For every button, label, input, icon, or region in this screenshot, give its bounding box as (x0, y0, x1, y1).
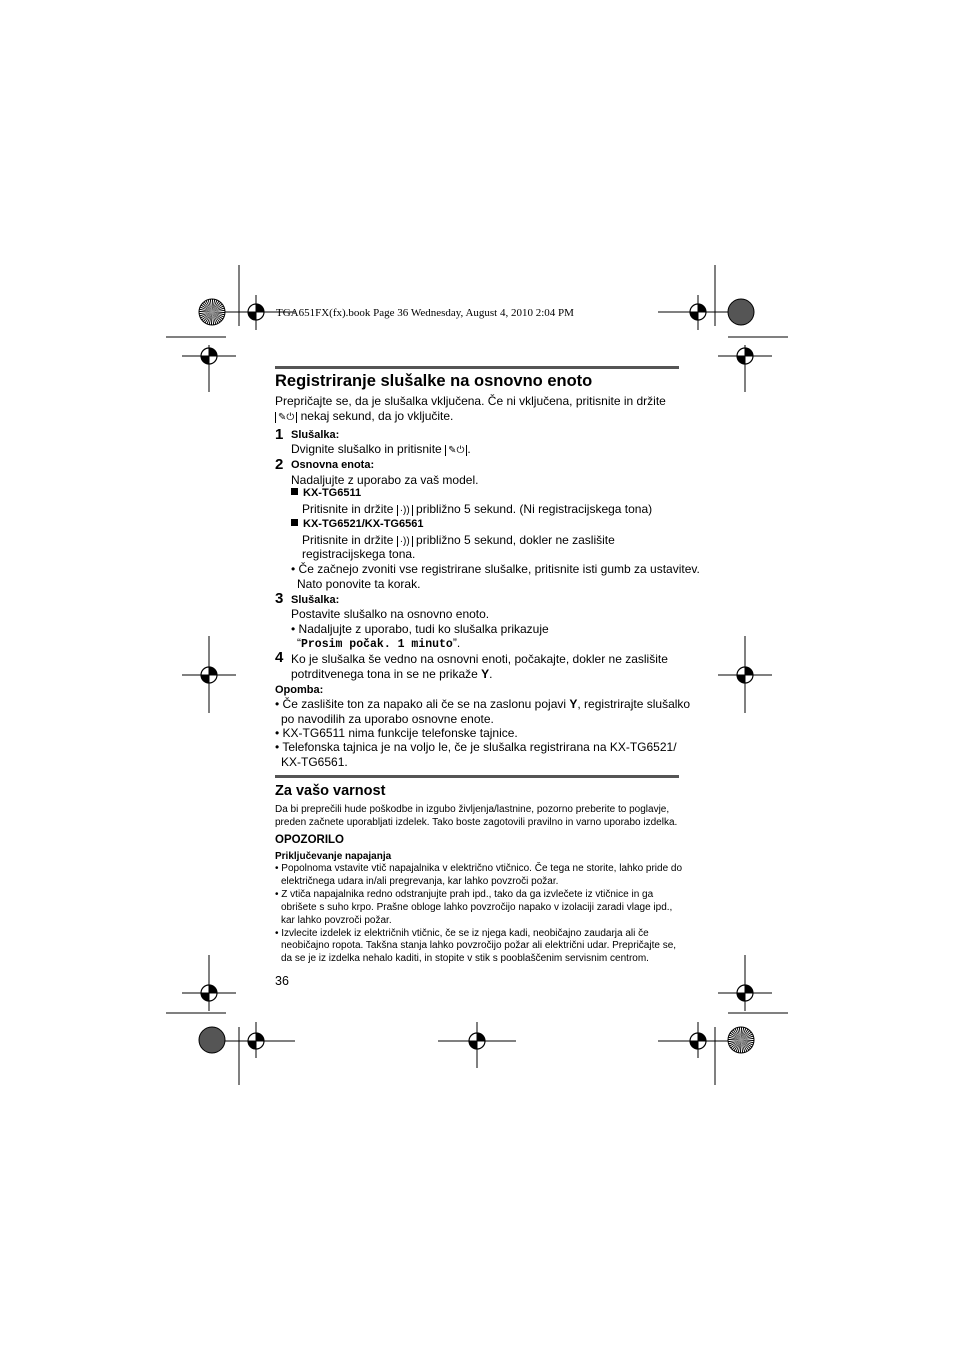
no-signal-icon: Y (569, 697, 578, 711)
safety-intro: preden začnete uporabljati izdelek. Tako boste zagotovili pravilno in varno uporabo izdelka. (275, 817, 678, 828)
note-item: • KX-TG6511 nima funkcije telefonske tajnice. (275, 726, 518, 740)
square-bullet-icon (291, 519, 298, 526)
step-number: 2 (275, 456, 284, 473)
safety-bullet-cont: električnega udara in/ali pregrevanja, kar lahko povzroči požar. (281, 876, 559, 887)
note-item-cont: po navodilih za uporabo osnovne enote. (281, 712, 494, 726)
safety-bullet-cont: obrišete s suho krpo. Prašne obloge lahko povzročijo napako v izolaciji zaradi vlage ipd., (281, 902, 673, 913)
step-text: Postavite slušalko na osnovno enoto. (291, 607, 490, 621)
power-subheading: Priključevanje napajanja (275, 851, 392, 862)
model-text-cont: registracijskega tona. (302, 547, 416, 561)
section-title-safety: Za vašo varnost (275, 783, 386, 799)
intro-line-1: Prepričajte se, da je slušalka vključena. Če ni vključena, pritisnite in držite (275, 394, 666, 408)
section-rule-1 (275, 366, 679, 369)
note-item: • Telefonska tajnica je na voljo le, če je slušalka registrirana na KX-TG6521/ (275, 740, 677, 754)
step-number: 3 (275, 590, 284, 607)
talk-power-key-icon: ✎⏻ (445, 445, 467, 456)
model-text: Pritisnite in držite ·)) približno 5 sekund, dokler ne zaslišite (302, 533, 615, 547)
step-bullet-cont: Nato ponovite ta korak. (297, 577, 421, 591)
step-number: 1 (275, 426, 284, 443)
square-bullet-icon (291, 488, 298, 495)
step-bullet: • Nadaljujte z uporabo, tudi ko slušalka prikazuje (291, 622, 549, 636)
locator-key-icon: ·)) (397, 505, 413, 516)
talk-power-key-icon: ✎⏻ (275, 412, 297, 423)
model-heading: KX-TG6511 (291, 487, 361, 499)
section-rule-2 (275, 775, 679, 778)
note-item: • Če zaslišite ton za napako ali če se na zaslonu pojavi Y, registrirajte slušalko (275, 697, 691, 711)
step-text: Dvignite slušalko in pritisnite ✎⏻ . (291, 442, 471, 456)
safety-bullet: • Z vtiča napajalnika redno odstranjujte prah ipd., tako da ga izvlečete iz vtičnice in ga (275, 889, 654, 900)
step-label: Slušalka: (291, 594, 340, 606)
safety-bullet: • Popolnoma vstavite vtič napajalnika v električno vtičnico. Če tega ne storite, lahko pride do (275, 863, 683, 874)
step-label: Slušalka: (291, 429, 340, 441)
step-number: 4 (275, 649, 284, 666)
step-text: Ko je slušalka še vedno na osnovni enoti, počakajte, dokler ne zaslišite (291, 652, 668, 666)
model-text: Pritisnite in držite ·)) približno 5 sekund. (Ni registracijskega tona) (302, 502, 653, 516)
no-signal-icon: Y (481, 667, 490, 681)
intro-line-2: ✎⏻ nekaj sekund, da jo vključite. (275, 409, 453, 424)
note-item-cont: KX-TG6561. (281, 755, 348, 769)
page-number: 36 (275, 974, 289, 988)
warning-heading: OPOZORILO (275, 834, 344, 846)
safety-bullet-cont: neobičajno ropota. Takšna stanja lahko povzročijo požar ali električni udar. Prepričajte se, (281, 940, 677, 951)
safety-intro: Da bi preprečili hude poškodbe in izgubo življenja/lastnine, pozorno preberite to poglavje, (275, 804, 670, 815)
safety-bullet-cont: kar lahko povzroči požar. (281, 915, 392, 926)
step-bullet: • Če začnejo zvoniti vse registrirane slušalke, pritisnite isti gumb za ustavitev. (291, 562, 700, 576)
model-heading: KX-TG6521/KX-TG6561 (291, 518, 423, 530)
locator-key-icon: ·)) (397, 536, 413, 547)
step-label: Osnovna enota: (291, 459, 375, 471)
display-message: “Prosim počak. 1 minuto”. (297, 636, 461, 651)
step-text: Nadaljujte z uporabo za vaš model. (291, 473, 479, 487)
section-title-registration: Registriranje slušalke na osnovno enoto (275, 372, 593, 390)
file-header: TGA651FX(fx).book Page 36 Wednesday, August 4, 2010 2:04 PM (276, 307, 574, 319)
note-label: Opomba: (275, 684, 324, 696)
safety-bullet: • Izvlecite izdelek iz električnih vtičnic, če se iz njega kadi, neobičajno zaudarja ali če (275, 928, 649, 939)
safety-bullet-cont: da se je iz izdelka nehalo kaditi, in stopite v stik s pooblaščenim servisnim centrom. (281, 953, 649, 964)
step-text-cont: potrditvenega tona in se ne prikaže Y. (291, 667, 493, 681)
